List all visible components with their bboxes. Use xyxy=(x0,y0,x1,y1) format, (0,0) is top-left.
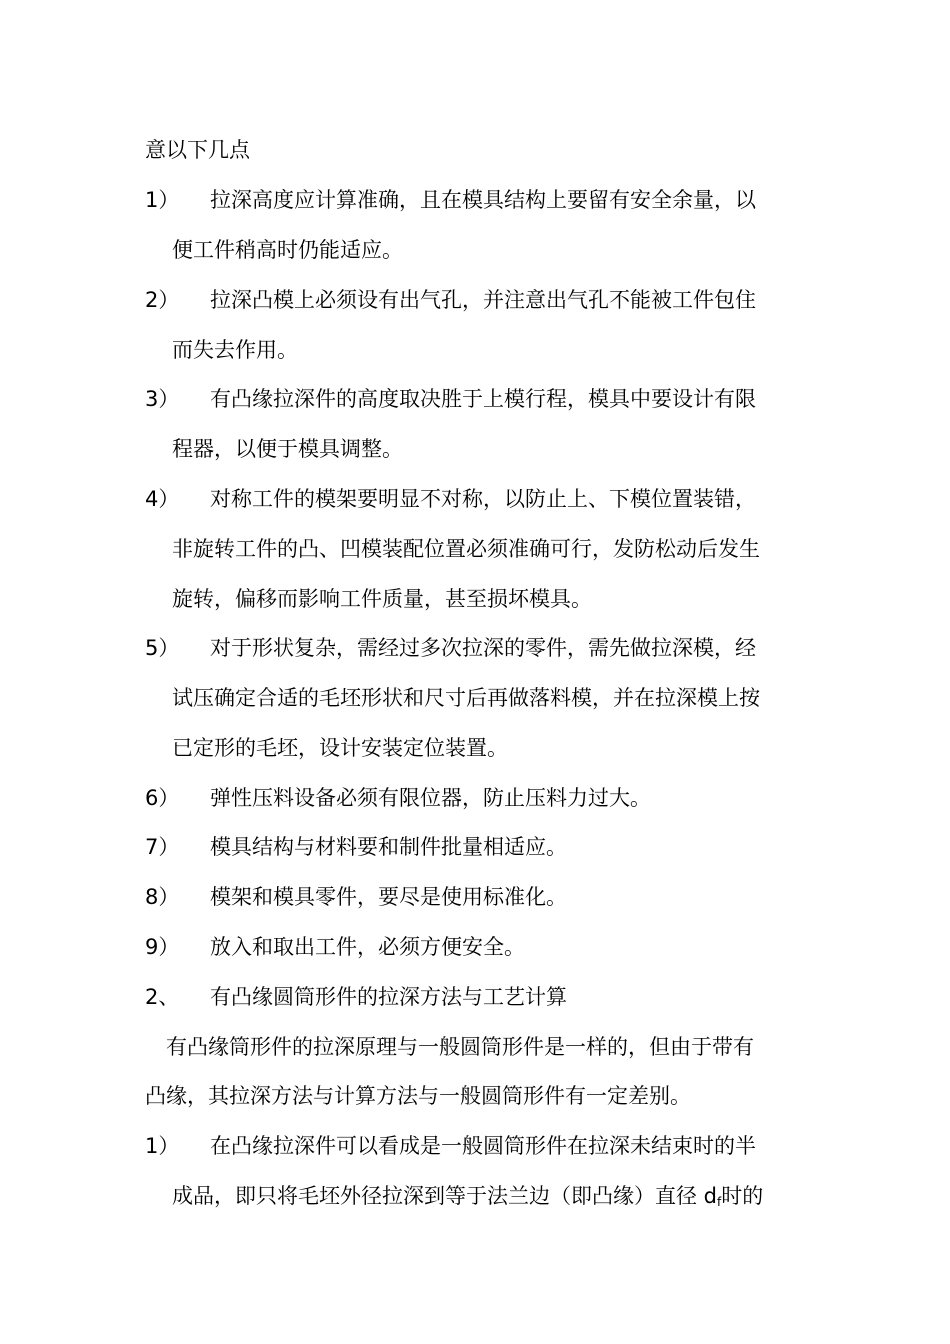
paragraph-line-2: 凸缘，其拉深方法与计算方法与一般圆筒形件有一定差别。 xyxy=(145,1084,691,1108)
last-item-line-2-end: 时的 xyxy=(721,1184,764,1208)
subscript-f: f xyxy=(717,1195,722,1209)
item-8-line-1: 模架和模具零件，要尽是使用标准化。 xyxy=(210,885,567,909)
item-9-number: 9） xyxy=(145,935,180,959)
paragraph-line-1: 有凸缘筒形件的拉深原理与一般圆筒形件是一样的，但由于带有 xyxy=(166,1035,754,1059)
intro-text: 意以下几点 xyxy=(145,138,250,162)
item-1-number: 1） xyxy=(145,188,180,212)
last-item-line-1: 在凸缘拉深件可以看成是一般圆筒形件在拉深未结束时的半 xyxy=(210,1134,756,1158)
item-4-number: 4） xyxy=(145,487,180,511)
item-5-line-2: 试压确定合适的毛坯形状和尺寸后再做落料模，并在拉深模上按 xyxy=(172,686,760,710)
item-2-number: 2） xyxy=(145,288,180,312)
item-1-line-2: 便工件稍高时仍能适应。 xyxy=(172,238,403,262)
section-number: 2、 xyxy=(145,985,180,1009)
item-4-line-2: 非旋转工件的凸、凹模装配位置必须准确可行，发防松动后发生 xyxy=(172,537,760,561)
item-2-line-2: 而失去作用。 xyxy=(172,338,298,362)
item-5-number: 5） xyxy=(145,636,180,660)
section-title: 有凸缘圆筒形件的拉深方法与工艺计算 xyxy=(210,985,567,1009)
item-9-line-1: 放入和取出工件，必须方便安全。 xyxy=(210,935,525,959)
item-3-line-2: 程器，以便于模具调整。 xyxy=(172,437,403,461)
item-2-line-1: 拉深凸模上必须设有出气孔，并注意出气孔不能被工件包住 xyxy=(210,288,756,312)
item-6-number: 6） xyxy=(145,786,180,810)
item-7-line-1: 模具结构与材料要和制件批量相适应。 xyxy=(210,835,567,859)
last-item-line-2 xyxy=(172,1182,763,1216)
item-7-number: 7） xyxy=(145,835,180,859)
item-5-line-1: 对于形状复杂，需经过多次拉深的零件，需先做拉深模，经 xyxy=(210,636,756,660)
item-3-number: 3） xyxy=(145,387,180,411)
item-8-number: 8） xyxy=(145,885,180,909)
last-item-line-2-text: 成品，即只将毛坯外径拉深到等于法兰边（即凸缘）直径 d xyxy=(172,1184,718,1208)
item-4-line-3: 旋转，偏移而影响工件质量，甚至损坏模具。 xyxy=(172,587,592,611)
item-6-line-1: 弹性压料设备必须有限位器，防止压料力过大。 xyxy=(210,786,651,810)
item-5-line-3: 已定形的毛坯，设计安装定位装置。 xyxy=(172,736,508,760)
item-1-line-1: 拉深高度应计算准确，且在模具结构上要留有安全余量，以 xyxy=(210,188,756,212)
item-4-line-1: 对称工件的模架要明显不对称，以防止上、下模位置装错， xyxy=(210,487,756,511)
item-3-line-1: 有凸缘拉深件的高度取决胜于上模行程，模具中要设计有限 xyxy=(210,387,756,411)
last-item-number: 1） xyxy=(145,1134,180,1158)
